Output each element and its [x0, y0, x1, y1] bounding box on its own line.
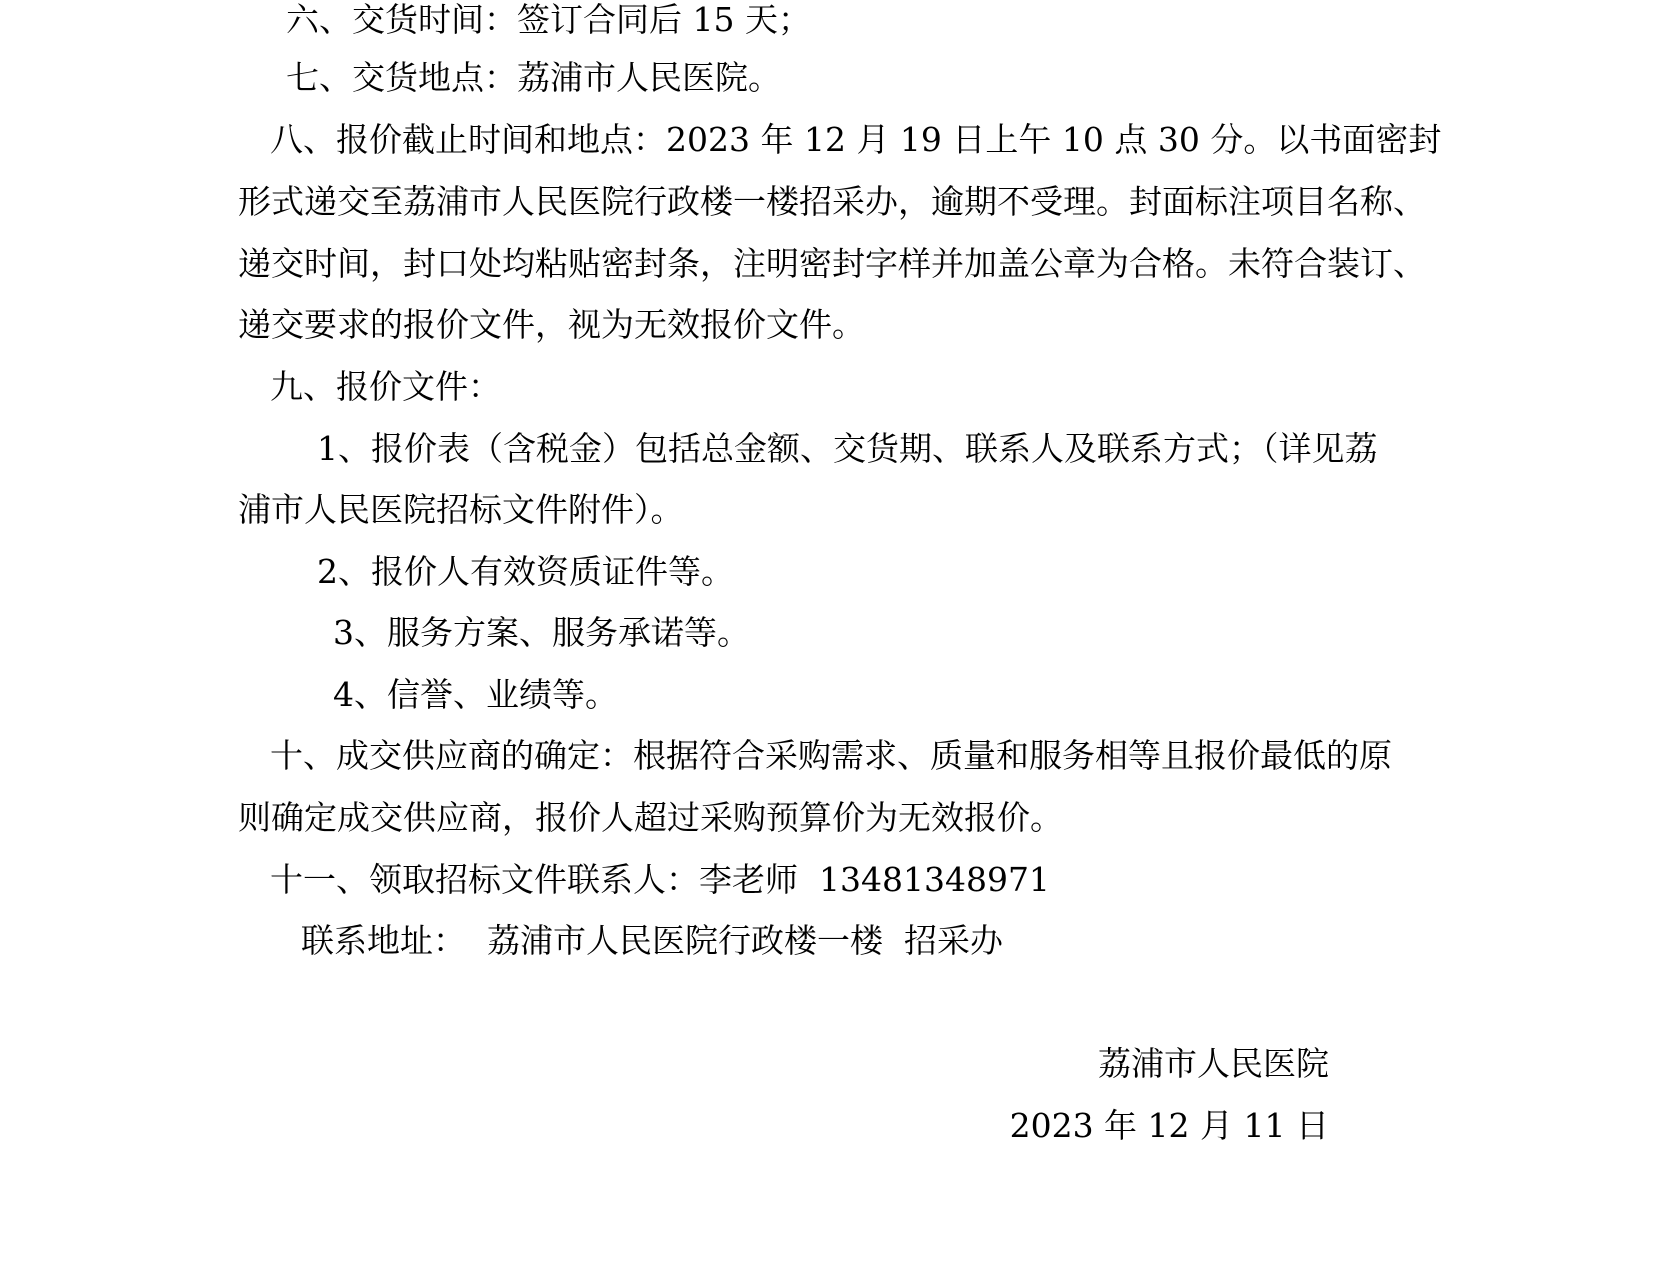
clause-11-contact: 十一、领取招标文件联系人：李老师 13481348971 — [270, 860, 1050, 899]
clause-9-item-1-line-1: 1、报价表（含税金）包括总金额、交货期、联系人及联系方式；（详见荔 — [317, 429, 1378, 468]
signature-organization: 荔浦市人民医院 — [1098, 1044, 1329, 1083]
clause-9-heading: 九、报价文件： — [270, 367, 501, 406]
clause-8-line-4: 递交要求的报价文件，视为无效报价文件。 — [238, 305, 865, 344]
clause-10-line-2: 则确定成交供应商，报价人超过采购预算价为无效报价。 — [238, 798, 1063, 837]
clause-9-item-1-line-2: 浦市人民医院招标文件附件）。 — [238, 490, 684, 529]
clause-10-line-1: 十、成交供应商的确定：根据符合采购需求、质量和服务相等且报价最低的原 — [270, 736, 1392, 775]
clause-6-delivery-time: 六、交货时间：签订合同后 15 天； — [286, 0, 811, 39]
clause-9-item-4: 4、信誉、业绩等。 — [333, 675, 618, 714]
clause-7-delivery-location: 七、交货地点：荔浦市人民医院。 — [286, 58, 781, 97]
contact-address: 联系地址： 荔浦市人民医院行政楼一楼 招采办 — [301, 921, 1003, 960]
clause-8-line-2: 形式递交至荔浦市人民医院行政楼一楼招采办，逾期不受理。封面标注项目名称、 — [238, 182, 1426, 221]
clause-8-line-3: 递交时间，封口处均粘贴密封条，注明密封字样并加盖公章为合格。未符合装订、 — [238, 244, 1426, 283]
signature-date: 2023 年 12 月 11 日 — [1009, 1106, 1329, 1145]
clause-9-item-3: 3、服务方案、服务承诺等。 — [333, 613, 750, 652]
clause-9-item-2: 2、报价人有效资质证件等。 — [317, 552, 734, 591]
clause-8-line-1: 八、报价截止时间和地点：2023 年 12 月 19 日上午 10 点 30 分。以书面密封 — [270, 120, 1442, 159]
